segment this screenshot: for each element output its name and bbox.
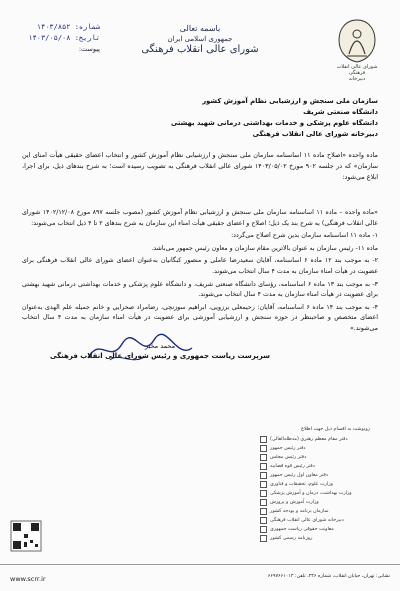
copy-item: دفتر رئیس قوه قضاییه bbox=[260, 462, 370, 471]
subject-paragraph: ماده واحده «اصلاح ماده ۱۱ اساسنامه سازمان ملی سنجش و ارزشیابی نظام آموزش کشور و انتخاب اعضای حقیقی هیأت امنای این سازمان» که در جلسه ۹۰۲ مورخ ۱۴۰۳/۰۵/۰۲ شورای عالی انقلاب فرهنگی به تصویب رسیده است؛ به شرح بندهای ذیل، برای اجرا، ابلاغ می‌شود: bbox=[22, 151, 378, 181]
footer-address: نشانی: تهران، خیابان انقلاب، شماره ۴۳۶، تلفن: ۶۶۹۷۶۶۱۰۱۳ bbox=[267, 574, 390, 579]
signature-block bbox=[50, 342, 270, 360]
council-emblem bbox=[330, 18, 384, 82]
letter-attachment: پیوست: bbox=[78, 45, 100, 53]
checkbox-icon bbox=[260, 535, 267, 542]
copy-recipients bbox=[260, 425, 370, 543]
recipient-line: دبیرخانه شورای عالی انقلاب فرهنگی bbox=[252, 130, 378, 138]
checkbox-icon bbox=[260, 454, 267, 461]
emblem-icon bbox=[335, 18, 379, 64]
copy-item: دفتر رئیس مجلس bbox=[260, 453, 370, 462]
checkbox-icon bbox=[260, 445, 267, 452]
body-paragraph: «ماده واحده – ماده ۱۱ اساسنامه سازمان ملی سنجش و ارزشیابی نظام آموزش کشور (مصوب جلسه ۸۹۷ مورخ ۱۴۰۲/۱۲/۰۸ شورای عالی انقلاب فرهنگی) به شرح بند یک ذیل؛ اصلاح و اعضای حقیقی هیأت امناء این سازمان به شرح بندهای ۲ تا ۴ ذیل انتخاب می‌شوند: bbox=[22, 209, 378, 227]
letterhead bbox=[0, 10, 400, 88]
checkbox-icon bbox=[260, 463, 267, 470]
checkbox-icon bbox=[260, 481, 267, 488]
recipient-line: دانشگاه صنعتی شریف bbox=[303, 108, 378, 116]
recipient-line: دانشگاه علوم پزشکی و خدمات بهداشتی درمانی شهید بهشتی bbox=[170, 119, 378, 127]
checkbox-icon bbox=[260, 517, 267, 524]
letter-date: تاریخ: ۱۴۰۳/۰۵/۰۸ bbox=[28, 34, 100, 42]
checkbox-icon bbox=[260, 499, 267, 506]
checkbox-icon bbox=[260, 436, 267, 443]
emblem-caption: شورای عالی انقلاب فرهنگی bbox=[336, 64, 378, 76]
copy-item: دفتر مقام معظم رهبری (مدظله‌العالی) bbox=[260, 435, 370, 444]
copy-item: دفتر معاون اول رئیس جمهور bbox=[260, 471, 370, 480]
council-name: شورای عالی انقلاب فرهنگی bbox=[141, 44, 259, 55]
letter-body bbox=[22, 208, 378, 337]
body-paragraph: ۴- به موجب بند ۱۴ ماده ۶ اساسنامه، آقایان: رحیمعلی برزویی، ابراهیم سوزنچی، رضامراد صحرایی و خانم جمیله علم الهدی به‌عنوان اعضای متخصص و صاحبنظر در حوزه سنجش و ارزشیابی آموزشی برای عضویت در هیأت امناء سازمان به مدت ۴ سال انتخاب می‌شوند.» bbox=[22, 303, 378, 332]
copy-item: دبیرخانه شورای عالی انقلاب فرهنگی bbox=[260, 516, 370, 525]
copy-item: معاونت حقوقی ریاست جمهوری bbox=[260, 525, 370, 534]
emblem-subcaption: دبیرخانه bbox=[348, 76, 366, 82]
website-url[interactable]: www.scrr.ir bbox=[10, 575, 46, 583]
bismillah: باسمه تعالی bbox=[179, 24, 221, 33]
recipient-line: سازمان ملی سنجش و ارزشیابی نظام آموزش کشور bbox=[202, 97, 378, 105]
checkbox-icon bbox=[260, 508, 267, 515]
signatory-name: محمد مخبر bbox=[144, 342, 176, 350]
signatory-title: سرپرست ریاست جمهوری و رئیس شورای عالی انقلاب فرهنگی bbox=[49, 352, 270, 360]
copy-item: روزنامه رسمی کشور bbox=[260, 534, 370, 543]
copy-item: دفتر رئیس جمهور bbox=[260, 444, 370, 453]
republic-name: جمهوری اسلامی ایران bbox=[167, 35, 233, 43]
copy-item: وزارت بهداشت، درمان و آموزش پزشکی bbox=[260, 489, 370, 498]
copy-item: سازمان برنامه و بودجه کشور bbox=[260, 507, 370, 516]
qr-code-icon bbox=[10, 520, 42, 552]
body-paragraph: ۳- به موجب بند ۱۳ ماده ۶ اساسنامه، رؤسای دانشگاه صنعتی شریف، و دانشگاه علوم پزشکی و خدمات بهداشتی درمانی شهید بهشتی برای عضویت در هیأت امناء سازمان به مدت ۴ سال انتخاب می‌شوند. bbox=[22, 280, 378, 299]
checkbox-icon bbox=[260, 526, 267, 533]
copy-item: وزارت علوم، تحقیقات و فناوری bbox=[260, 480, 370, 489]
body-paragraph: ماده ۱۱- رئیس سازمان به عنوان بالاترین مقام سازمان و معاون رئیس جمهور می‌باشد. bbox=[151, 244, 378, 252]
letter-number: شماره: ۱۴۰۳/۸۵۲ bbox=[36, 23, 100, 31]
copy-item: وزارت آموزش و پرورش bbox=[260, 498, 370, 507]
checkbox-icon bbox=[260, 472, 267, 479]
copies-title: رونوشت به اقسام ذیل جهت اطلاع bbox=[301, 427, 370, 432]
page-footer bbox=[0, 564, 400, 591]
body-paragraph: ۱- ماده ۱۱ اساسنامه سازمان بدین شرح اصلاح می‌گردد: bbox=[231, 232, 378, 240]
recipients-block bbox=[60, 96, 378, 140]
checkbox-icon bbox=[260, 490, 267, 497]
body-paragraph: ۲- به موجب بند ۱۲ ماده ۶ اساسنامه، آقایان سعیدرضا عاملی و منصور کبگانیان به‌عنوان اعضای شورای عالی انقلاب فرهنگی برای عضویت در هیأت امناء سازمان به مدت ۴ سال انتخاب می‌شوند. bbox=[22, 257, 379, 275]
